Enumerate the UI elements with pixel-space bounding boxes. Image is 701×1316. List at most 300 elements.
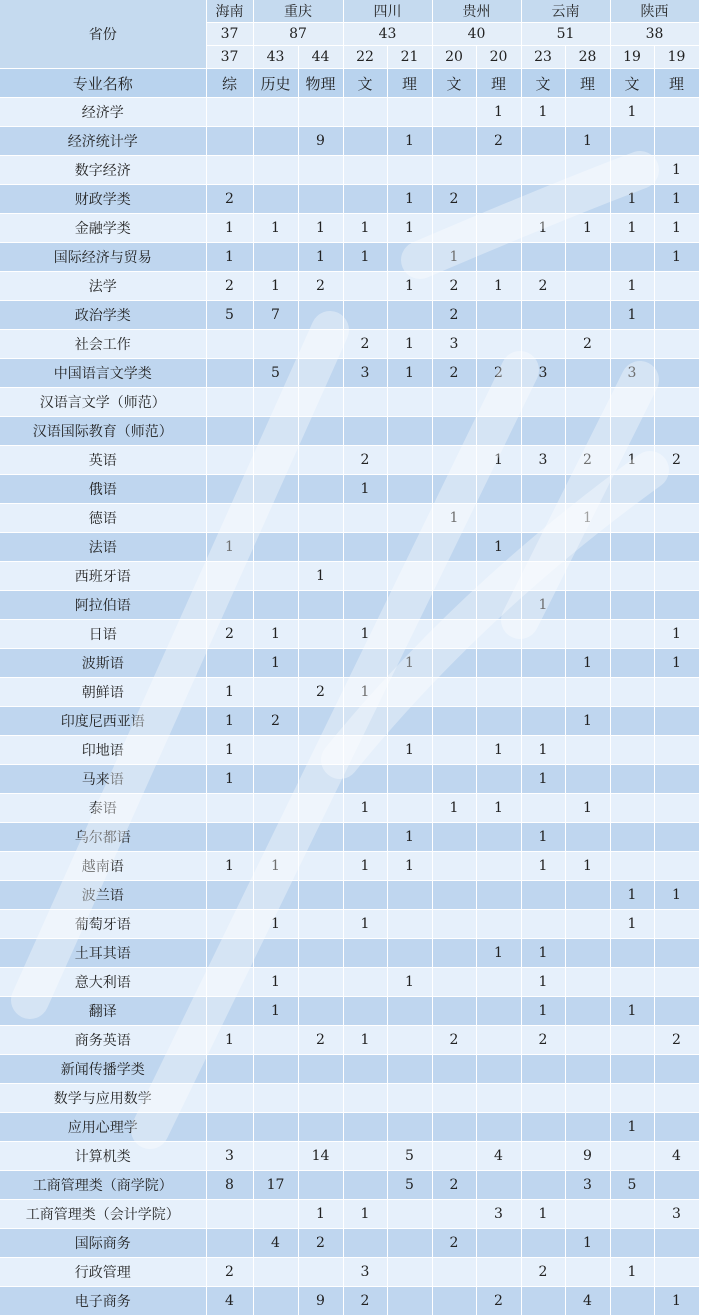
quota-cell [298, 388, 343, 417]
quota-cell [298, 359, 343, 388]
quota-cell [565, 881, 610, 910]
quota-cell [298, 185, 343, 214]
quota-cell [253, 446, 298, 475]
quota-cell [343, 939, 387, 968]
quota-cell [298, 475, 343, 504]
quota-cell [206, 475, 253, 504]
quota-cell [432, 997, 476, 1026]
table-row [0, 388, 699, 417]
quota-cell [206, 330, 253, 359]
quota-cell [476, 504, 521, 533]
quota-cell [253, 330, 298, 359]
column-count: 19 [654, 46, 699, 69]
quota-cell: 2 [476, 1287, 521, 1316]
quota-cell [476, 185, 521, 214]
major-name: 汉语国际教育（师范） [0, 417, 206, 446]
quota-cell [298, 881, 343, 910]
quota-cell [253, 417, 298, 446]
quota-cell [521, 185, 565, 214]
major-name: 工商管理类（商学院） [0, 1171, 206, 1200]
quota-cell [253, 1287, 298, 1316]
quota-cell [432, 1200, 476, 1229]
column-count: 28 [565, 46, 610, 69]
quota-cell [654, 1171, 699, 1200]
quota-cell [432, 649, 476, 678]
quota-cell [565, 1026, 610, 1055]
quota-cell [387, 388, 432, 417]
province-total-sichuan: 43 [343, 23, 432, 46]
table-row [0, 446, 699, 475]
province-name-chongqing: 重庆 [253, 0, 343, 23]
quota-cell: 2 [521, 272, 565, 301]
quota-cell: 1 [610, 185, 654, 214]
quota-cell [253, 156, 298, 185]
quota-cell [298, 301, 343, 330]
quota-cell [343, 301, 387, 330]
quota-cell [253, 533, 298, 562]
quota-cell [298, 823, 343, 852]
quota-cell: 1 [432, 794, 476, 823]
quota-cell [654, 272, 699, 301]
quota-cell [521, 794, 565, 823]
quota-cell [298, 968, 343, 997]
quota-cell [432, 388, 476, 417]
major-name: 政治学类 [0, 301, 206, 330]
quota-cell [476, 823, 521, 852]
quota-cell: 1 [521, 765, 565, 794]
quota-cell: 2 [343, 446, 387, 475]
quota-cell [476, 301, 521, 330]
quota-cell: 1 [521, 1200, 565, 1229]
quota-cell: 1 [610, 446, 654, 475]
quota-cell [206, 794, 253, 823]
quota-cell [654, 1113, 699, 1142]
quota-cell [521, 910, 565, 939]
major-name: 汉语言文学（师范） [0, 388, 206, 417]
quota-cell: 2 [206, 272, 253, 301]
quota-cell [610, 1142, 654, 1171]
quota-cell: 1 [476, 446, 521, 475]
quota-cell [343, 591, 387, 620]
quota-cell [476, 1055, 521, 1084]
quota-cell [610, 562, 654, 591]
quota-cell [654, 359, 699, 388]
quota-cell [610, 1200, 654, 1229]
quota-cell: 5 [610, 1171, 654, 1200]
quota-cell [206, 359, 253, 388]
major-name: 社会工作 [0, 330, 206, 359]
quota-cell: 1 [565, 214, 610, 243]
quota-cell [206, 939, 253, 968]
quota-cell [565, 823, 610, 852]
quota-cell [343, 562, 387, 591]
quota-cell [387, 591, 432, 620]
table-row [0, 1171, 699, 1200]
quota-cell [432, 1084, 476, 1113]
quota-cell [343, 1171, 387, 1200]
major-name: 应用心理学 [0, 1113, 206, 1142]
quota-cell [565, 185, 610, 214]
quota-cell [610, 1055, 654, 1084]
quota-cell [565, 562, 610, 591]
quota-cell: 1 [298, 562, 343, 591]
quota-cell [298, 997, 343, 1026]
quota-cell [253, 388, 298, 417]
quota-cell: 1 [476, 98, 521, 127]
table-row [0, 301, 699, 330]
province-total-yunnan: 51 [521, 23, 610, 46]
quota-cell [565, 591, 610, 620]
quota-cell [432, 533, 476, 562]
quota-cell: 1 [476, 794, 521, 823]
quota-cell [610, 127, 654, 156]
quota-cell [343, 1113, 387, 1142]
table-row [0, 272, 699, 301]
quota-cell: 1 [565, 1229, 610, 1258]
quota-cell [654, 98, 699, 127]
quota-cell [343, 736, 387, 765]
quota-cell: 1 [387, 127, 432, 156]
quota-cell [610, 504, 654, 533]
quota-cell [521, 1113, 565, 1142]
column-type: 文 [343, 69, 387, 98]
quota-cell [343, 533, 387, 562]
quota-cell: 14 [298, 1142, 343, 1171]
quota-cell [610, 1084, 654, 1113]
quota-cell [387, 301, 432, 330]
quota-cell: 4 [253, 1229, 298, 1258]
quota-cell [253, 1113, 298, 1142]
major-name: 德语 [0, 504, 206, 533]
quota-cell [654, 1258, 699, 1287]
quota-cell: 1 [476, 939, 521, 968]
quota-cell [387, 1055, 432, 1084]
major-name: 泰语 [0, 794, 206, 823]
quota-cell [476, 388, 521, 417]
quota-cell [654, 765, 699, 794]
quota-cell: 1 [432, 504, 476, 533]
quota-cell [298, 591, 343, 620]
table-row [0, 243, 699, 272]
quota-cell: 1 [343, 1200, 387, 1229]
quota-cell [343, 1084, 387, 1113]
quota-cell [343, 272, 387, 301]
quota-cell: 1 [343, 1026, 387, 1055]
quota-cell: 4 [476, 1142, 521, 1171]
major-name: 数学与应用数学 [0, 1084, 206, 1113]
table-row [0, 678, 699, 707]
quota-cell [253, 823, 298, 852]
quota-cell: 1 [521, 997, 565, 1026]
quota-cell [476, 1171, 521, 1200]
quota-cell [206, 562, 253, 591]
quota-cell: 1 [654, 881, 699, 910]
quota-cell: 1 [387, 330, 432, 359]
quota-cell [387, 881, 432, 910]
table-row [0, 1084, 699, 1113]
quota-cell [432, 823, 476, 852]
quota-cell: 1 [253, 620, 298, 649]
quota-cell [432, 910, 476, 939]
quota-cell: 3 [521, 359, 565, 388]
quota-cell: 1 [253, 852, 298, 881]
quota-cell [476, 765, 521, 794]
quota-cell: 1 [521, 736, 565, 765]
quota-cell [521, 678, 565, 707]
quota-cell [565, 301, 610, 330]
quota-cell [343, 765, 387, 794]
quota-cell: 1 [253, 214, 298, 243]
quota-cell: 1 [206, 214, 253, 243]
quota-cell: 3 [432, 330, 476, 359]
quota-cell: 2 [298, 1229, 343, 1258]
quota-cell [343, 185, 387, 214]
quota-cell: 1 [343, 243, 387, 272]
column-type: 历史 [253, 69, 298, 98]
quota-cell: 2 [565, 446, 610, 475]
quota-cell [610, 1287, 654, 1316]
quota-cell [565, 1055, 610, 1084]
quota-cell [521, 1229, 565, 1258]
quota-cell [565, 417, 610, 446]
quota-cell [521, 881, 565, 910]
table-row [0, 823, 699, 852]
quota-cell: 1 [432, 243, 476, 272]
quota-cell [565, 1258, 610, 1287]
quota-cell [253, 127, 298, 156]
quota-cell: 17 [253, 1171, 298, 1200]
table-row [0, 881, 699, 910]
table-row [0, 127, 699, 156]
quota-cell [610, 649, 654, 678]
quota-cell: 1 [565, 649, 610, 678]
quota-cell [298, 939, 343, 968]
quota-cell [343, 156, 387, 185]
quota-cell [521, 475, 565, 504]
quota-cell [298, 1258, 343, 1287]
quota-cell: 1 [476, 533, 521, 562]
quota-cell [387, 1258, 432, 1287]
major-name: 马来语 [0, 765, 206, 794]
quota-cell [432, 562, 476, 591]
province-name-yunnan: 云南 [521, 0, 610, 23]
quota-cell [387, 562, 432, 591]
quota-cell [565, 156, 610, 185]
table-row [0, 1229, 699, 1258]
quota-cell [610, 243, 654, 272]
quota-cell [206, 823, 253, 852]
quota-cell [610, 388, 654, 417]
quota-cell [565, 533, 610, 562]
quota-cell: 1 [654, 156, 699, 185]
quota-cell: 1 [521, 852, 565, 881]
quota-cell: 2 [432, 1229, 476, 1258]
quota-cell [654, 910, 699, 939]
table-row [0, 185, 699, 214]
major-name: 英语 [0, 446, 206, 475]
quota-cell [432, 98, 476, 127]
quota-cell: 1 [298, 243, 343, 272]
quota-cell [476, 620, 521, 649]
quota-cell [654, 562, 699, 591]
column-type: 文 [610, 69, 654, 98]
quota-cell [206, 591, 253, 620]
quota-cell [206, 417, 253, 446]
quota-cell [610, 678, 654, 707]
table-row [0, 910, 699, 939]
quota-cell [610, 1026, 654, 1055]
column-count: 20 [432, 46, 476, 69]
major-name: 日语 [0, 620, 206, 649]
quota-cell: 3 [565, 1171, 610, 1200]
quota-cell [476, 417, 521, 446]
quota-cell: 4 [206, 1287, 253, 1316]
quota-cell [432, 156, 476, 185]
quota-cell [654, 417, 699, 446]
quota-cell: 2 [298, 678, 343, 707]
table-row [0, 504, 699, 533]
quota-cell: 3 [206, 1142, 253, 1171]
quota-cell [298, 417, 343, 446]
quota-cell [432, 939, 476, 968]
quota-cell [253, 736, 298, 765]
quota-cell [610, 156, 654, 185]
quota-cell [476, 156, 521, 185]
quota-cell [476, 562, 521, 591]
quota-cell: 1 [206, 533, 253, 562]
quota-cell [387, 997, 432, 1026]
quota-cell [253, 794, 298, 823]
quota-cell [610, 939, 654, 968]
major-name: 俄语 [0, 475, 206, 504]
quota-cell [432, 591, 476, 620]
province-label: 省份 [0, 0, 206, 69]
quota-cell [343, 417, 387, 446]
quota-cell: 1 [253, 968, 298, 997]
quota-cell: 1 [343, 475, 387, 504]
quota-cell [610, 330, 654, 359]
quota-cell [387, 475, 432, 504]
quota-cell [654, 678, 699, 707]
table-row [0, 417, 699, 446]
quota-cell [521, 1055, 565, 1084]
quota-cell [343, 968, 387, 997]
column-type: 理 [565, 69, 610, 98]
major-name: 工商管理类（会计学院） [0, 1200, 206, 1229]
quota-cell [476, 1084, 521, 1113]
quota-cell [521, 330, 565, 359]
table-row [0, 794, 699, 823]
quota-cell [206, 910, 253, 939]
table-row [0, 939, 699, 968]
column-type: 文 [521, 69, 565, 98]
quota-cell [565, 359, 610, 388]
quota-cell: 1 [610, 997, 654, 1026]
province-total-guizhou: 40 [432, 23, 521, 46]
quota-cell: 1 [298, 1200, 343, 1229]
quota-cell: 5 [387, 1142, 432, 1171]
quota-cell [654, 968, 699, 997]
major-name: 葡萄牙语 [0, 910, 206, 939]
major-name: 土耳其语 [0, 939, 206, 968]
quota-cell [654, 388, 699, 417]
quota-cell [432, 707, 476, 736]
quota-cell [298, 620, 343, 649]
quota-cell [432, 852, 476, 881]
quota-cell: 3 [343, 359, 387, 388]
quota-cell [565, 939, 610, 968]
table-row [0, 1258, 699, 1287]
quota-cell: 3 [654, 1200, 699, 1229]
quota-cell [521, 504, 565, 533]
quota-cell [343, 98, 387, 127]
quota-cell [298, 1055, 343, 1084]
major-name: 财政学类 [0, 185, 206, 214]
quota-cell: 1 [654, 243, 699, 272]
table-row [0, 707, 699, 736]
quota-cell [654, 1055, 699, 1084]
quota-cell: 1 [298, 214, 343, 243]
quota-cell [253, 1026, 298, 1055]
quota-cell: 2 [476, 359, 521, 388]
major-name: 金融学类 [0, 214, 206, 243]
major-name: 经济学 [0, 98, 206, 127]
quota-cell: 1 [610, 1258, 654, 1287]
quota-cell [387, 1113, 432, 1142]
table-row [0, 98, 699, 127]
quota-cell [476, 1229, 521, 1258]
quota-cell: 1 [206, 765, 253, 794]
quota-cell [432, 214, 476, 243]
major-label: 专业名称 [0, 69, 206, 98]
major-name: 经济统计学 [0, 127, 206, 156]
quota-cell [253, 1055, 298, 1084]
quota-cell [565, 620, 610, 649]
quota-cell: 2 [432, 1026, 476, 1055]
quota-cell [343, 997, 387, 1026]
quota-cell [521, 417, 565, 446]
quota-cell: 2 [432, 272, 476, 301]
province-total-hainan: 37 [206, 23, 253, 46]
quota-cell: 1 [565, 852, 610, 881]
quota-cell: 4 [654, 1142, 699, 1171]
quota-cell: 1 [521, 823, 565, 852]
quota-cell: 1 [343, 910, 387, 939]
column-type: 物理 [298, 69, 343, 98]
quota-cell: 2 [654, 1026, 699, 1055]
quota-cell [610, 794, 654, 823]
quota-cell: 1 [343, 214, 387, 243]
quota-cell [343, 388, 387, 417]
quota-cell [654, 504, 699, 533]
quota-cell: 2 [565, 330, 610, 359]
quota-cell: 2 [521, 1026, 565, 1055]
quota-cell [654, 939, 699, 968]
quota-cell [298, 910, 343, 939]
quota-cell [298, 852, 343, 881]
major-name: 印度尼西亚语 [0, 707, 206, 736]
quota-cell [610, 591, 654, 620]
quota-cell [476, 968, 521, 997]
quota-cell: 1 [654, 620, 699, 649]
quota-cell [343, 649, 387, 678]
quota-cell [565, 1200, 610, 1229]
quota-cell [610, 533, 654, 562]
major-name: 越南语 [0, 852, 206, 881]
quota-cell [343, 504, 387, 533]
quota-cell: 1 [253, 910, 298, 939]
quota-cell [521, 562, 565, 591]
